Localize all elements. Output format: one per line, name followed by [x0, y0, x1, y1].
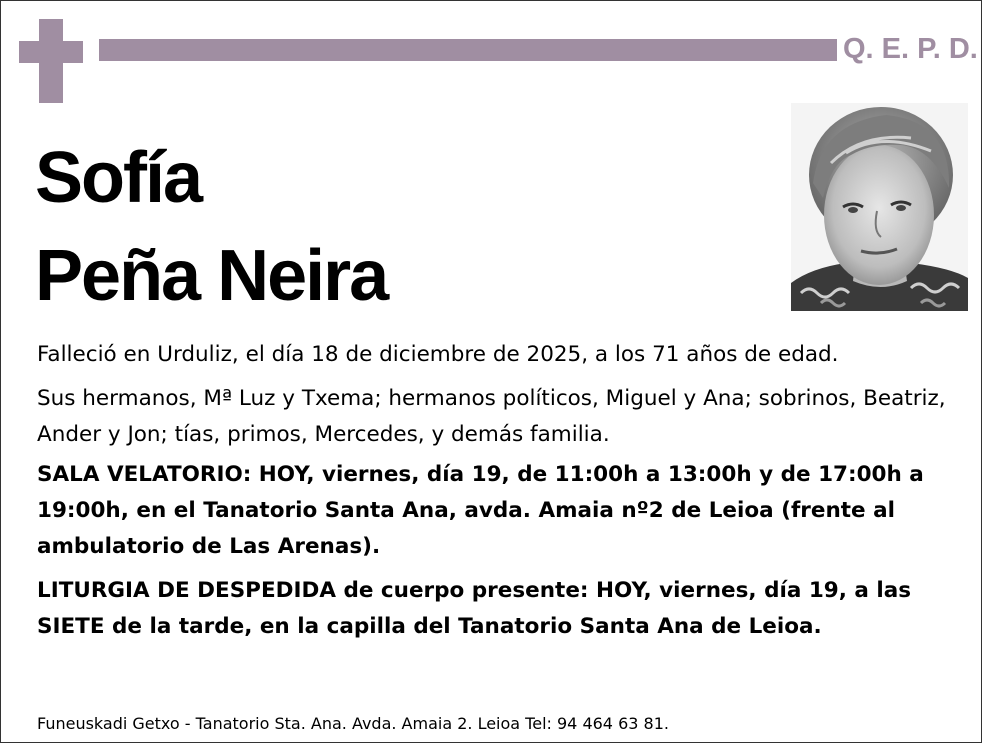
- portrait-icon: [791, 103, 968, 311]
- wake-details: SALA VELATORIO: HOY, viernes, día 19, de 11:00h a 13:00h y de 17:00h a 19:00h, en el Tanatorio Santa Ana, avda. Amaia nº2 de Leioa (frente al ambulatorio de Las Arenas).: [37, 462, 924, 559]
- notice-body: [37, 337, 957, 645]
- first-name: Sofía: [35, 138, 202, 218]
- liturgy-details: LITURGIA DE DESPEDIDA de cuerpo presente: HOY, viernes, día 19, a las SIETE de la tarde, en la capilla del Tanatorio Santa Ana de Leioa.: [37, 578, 912, 639]
- funeral-home-footer: Funeuskadi Getxo - Tanatorio Sta. Ana. Avda. Amaia 2. Leioa Tel: 94 464 63 81.: [37, 714, 669, 733]
- qepd-label: Q. E. P. D.: [843, 33, 978, 65]
- deceased-name: [35, 129, 387, 325]
- portrait-photo: [791, 103, 968, 311]
- family-members: Sus hermanos, Mª Luz y Txema; hermanos políticos, Miguel y Ana; sobrinos, Beatriz, Ander y Jon; tías, primos, Mercedes, y demás familia.: [37, 386, 946, 447]
- header-rule: [99, 39, 837, 61]
- surnames: Peña Neira: [35, 236, 388, 316]
- death-announcement: Falleció en Urduliz, el día 18 de diciembre de 2025, a los 71 años de edad.: [37, 342, 839, 367]
